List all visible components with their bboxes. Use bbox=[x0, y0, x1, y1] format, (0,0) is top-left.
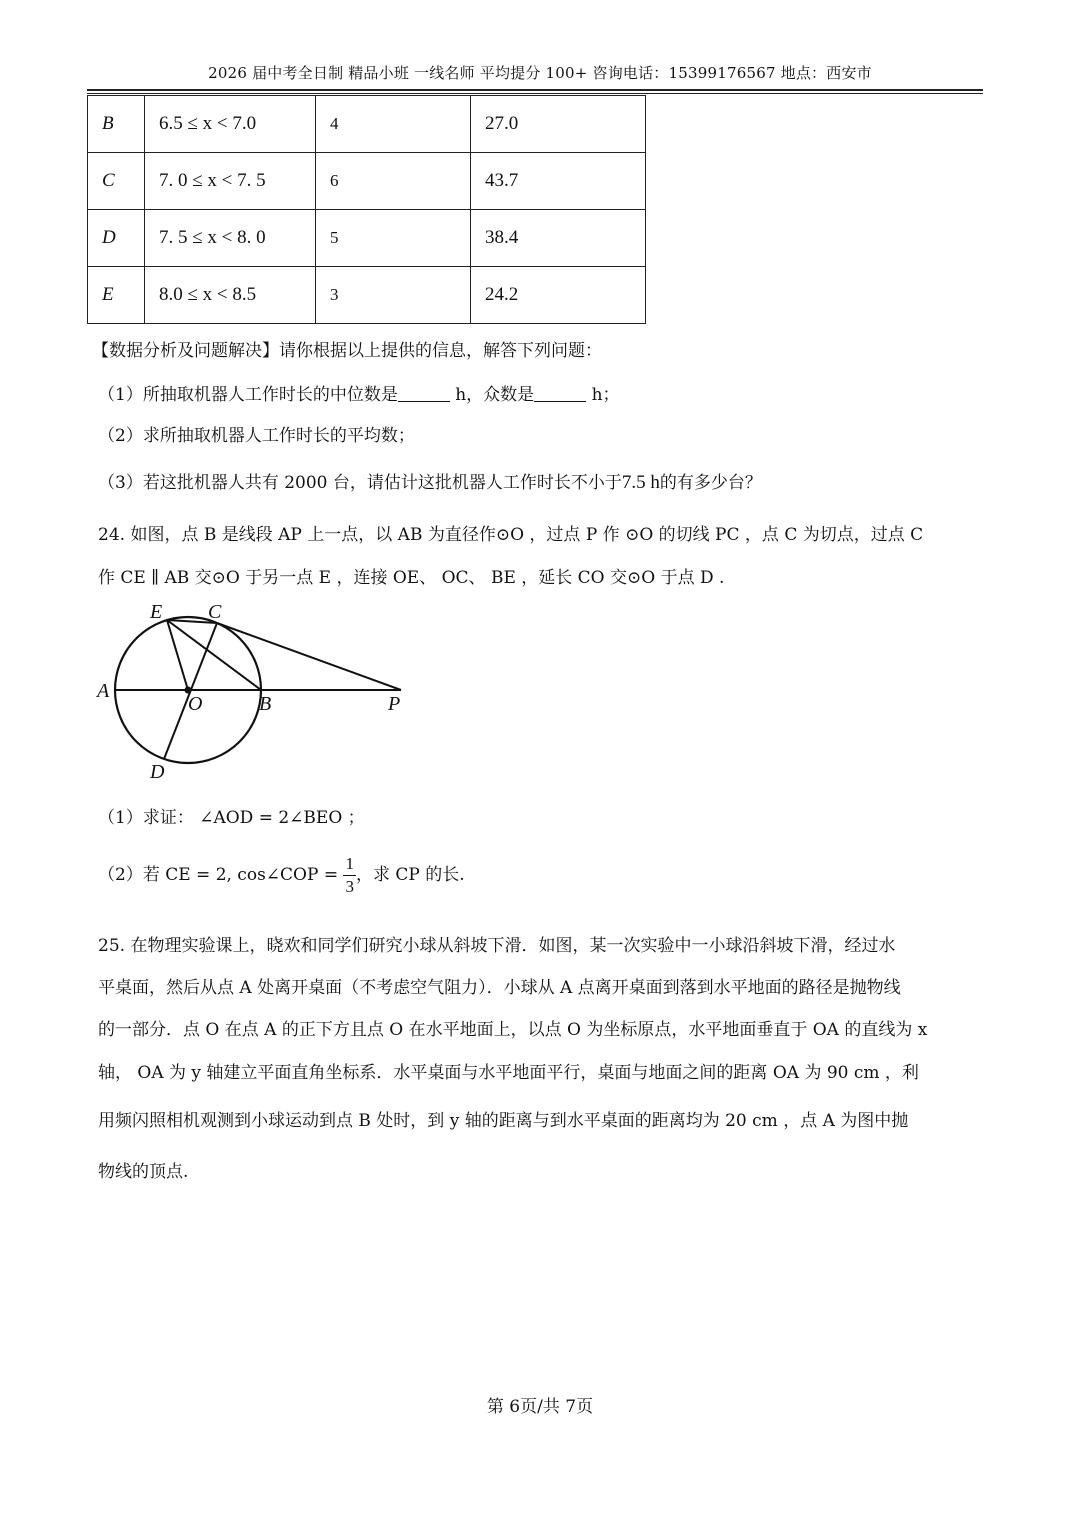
label-e: E bbox=[150, 601, 163, 623]
table-cell-group: C bbox=[88, 153, 145, 210]
answer-blank bbox=[534, 385, 586, 402]
table-row bbox=[88, 153, 646, 210]
fraction-denominator: 3 bbox=[345, 877, 354, 896]
q25-line4: 轴， OA 为 y 轴建立平面直角坐标系．水平桌面与水平地面平行，桌面与地面之间的距离 OA 为 90 cm ，利 bbox=[98, 1063, 919, 1083]
table-cell-count: 4 bbox=[316, 96, 471, 153]
table-cell-group: B bbox=[88, 96, 145, 153]
table-cell-count: 5 bbox=[316, 210, 471, 267]
label-c: C bbox=[208, 601, 222, 623]
table-cell-value: 27.0 bbox=[471, 96, 646, 153]
q25-line2: 平桌面，然后从点 A 处离开桌面（不考虑空气阻力）．小球从 A 点离开桌面到落到水平地面的路径是抛物线 bbox=[98, 978, 901, 998]
table-cell-count: 3 bbox=[316, 267, 471, 324]
q24-stem-line2: 作 CE ∥ AB 交⊙O 于另一点 E ，连接 OE、 OC、 BE ，延长 CO 交⊙O 于点 D . bbox=[98, 568, 725, 588]
table-cell-range: 7. 5 ≤ x < 8. 0 bbox=[145, 210, 316, 267]
q25-line5: 用频闪照相机观测到小球运动到点 B 处时，到 y 轴的距离与到水平桌面的距离均为 20 cm ，点 A 为图中抛 bbox=[98, 1111, 909, 1131]
page-header: 2026 届中考全日制 精品小班 一线名师 平均提分 100+ 咨询电话：15399176567 地点：西安市 bbox=[208, 64, 872, 82]
frequency-table bbox=[87, 95, 646, 324]
fraction-one-third bbox=[343, 853, 356, 898]
header-rule-thin bbox=[87, 93, 983, 94]
table-row bbox=[88, 96, 646, 153]
table-cell-value: 43.7 bbox=[471, 153, 646, 210]
q24-stem-line1: 24. 如图，点 B 是线段 AP 上一点，以 AB 为直径作⊙O ，过点 P 作 ⊙O 的切线 PC ，点 C 为切点，过点 C bbox=[98, 525, 924, 545]
label-d: D bbox=[150, 761, 165, 783]
q23-part3-text-a: （3）若这批机器人共有 2000 台，请估计这批机器人工作时长不小于 bbox=[98, 473, 622, 493]
label-a: A bbox=[97, 680, 110, 702]
table-cell-range: 7. 0 ≤ x < 7. 5 bbox=[145, 153, 316, 210]
table-cell-value: 38.4 bbox=[471, 210, 646, 267]
table-cell-group: D bbox=[88, 210, 145, 267]
label-b: B bbox=[259, 693, 272, 715]
header-rule-thick bbox=[87, 89, 983, 91]
table-row bbox=[88, 267, 646, 324]
q23-part1 bbox=[98, 380, 988, 405]
q25-line1: 25. 在物理实验课上，晓欢和同学们研究小球从斜坡下滑．如图，某一次实验中一小球沿斜坡下滑，经过水 bbox=[98, 936, 896, 956]
q24-part1: （1）求证： ∠AOD = 2∠BEO ； bbox=[98, 808, 365, 828]
q23-part1-text-a: （1）所抽取机器人工作时长的中位数是 bbox=[98, 385, 398, 405]
circle-tangent-figure bbox=[92, 598, 412, 783]
answer-blank bbox=[398, 385, 450, 402]
table-cell-value: 24.2 bbox=[471, 267, 646, 324]
label-o: O bbox=[188, 693, 203, 715]
tangent-pc bbox=[217, 623, 401, 690]
table-cell-count: 6 bbox=[316, 153, 471, 210]
q25-line3: 的一部分．点 O 在点 A 的正下方且点 O 在水平地面上，以点 O 为坐标原点，水平地面垂直于 OA 的直线为 x bbox=[98, 1020, 928, 1040]
q23-part3-math: 7.5 h bbox=[621, 472, 660, 493]
fraction-numerator: 1 bbox=[343, 853, 356, 876]
table-cell-range: 6.5 ≤ x < 7.0 bbox=[145, 96, 316, 153]
q23-part3 bbox=[98, 468, 988, 494]
table-cell-range: 8.0 ≤ x < 8.5 bbox=[145, 267, 316, 324]
q23-part3-text-b: 的有多少台？ bbox=[659, 473, 762, 493]
q24-part2-text-b: ，求 CP 的长. bbox=[355, 865, 465, 885]
q25-line6: 物线的顶点. bbox=[98, 1162, 189, 1182]
q24-part2 bbox=[98, 853, 988, 898]
q24-part2-text-a: （2）若 CE = 2, cos∠COP = bbox=[98, 865, 344, 885]
q23-intro: 【数据分析及问题解决】请你根据以上提供的信息，解答下列问题： bbox=[92, 341, 602, 361]
segment-oe bbox=[167, 620, 188, 690]
q23-part2: （2）求所抽取机器人工作时长的平均数； bbox=[98, 426, 415, 446]
page-footer: 第 6页/共 7页 bbox=[486, 1397, 594, 1417]
table-row bbox=[88, 210, 646, 267]
table-cell-group: E bbox=[88, 267, 145, 324]
q23-part1-text-c: h； bbox=[586, 385, 620, 405]
q23-part1-text-b: h，众数是 bbox=[449, 385, 535, 405]
label-p: P bbox=[388, 693, 401, 715]
